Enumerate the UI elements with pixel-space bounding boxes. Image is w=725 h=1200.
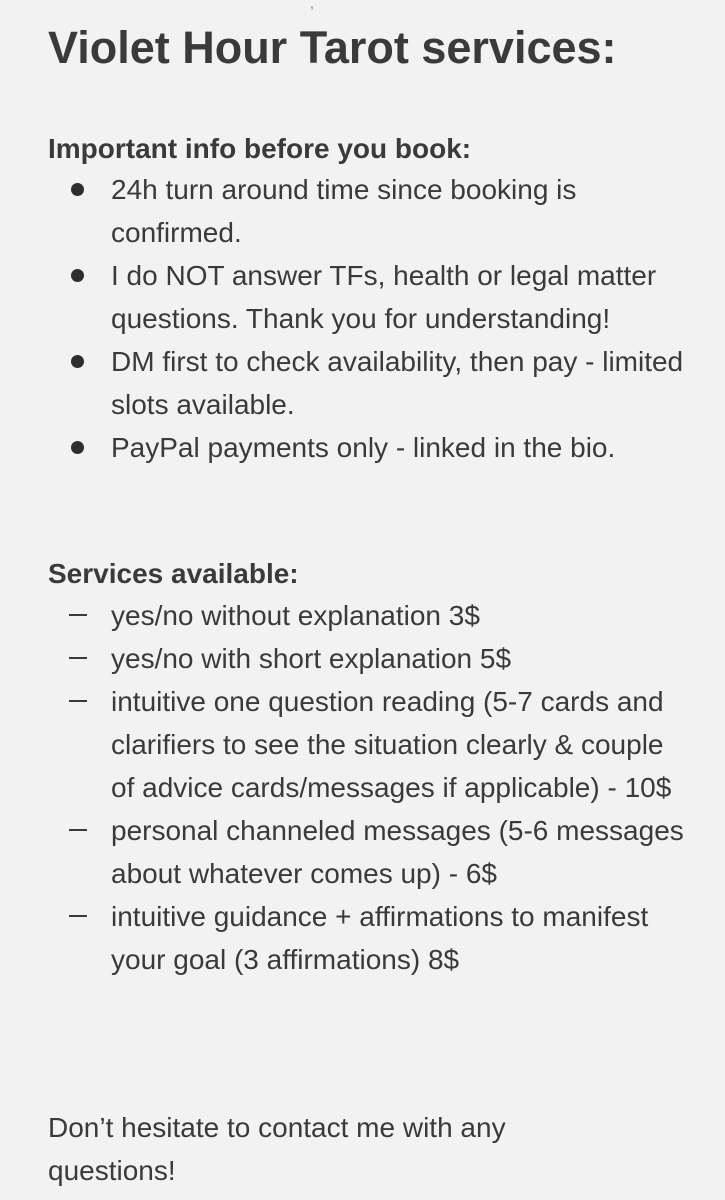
dash-icon — [69, 915, 87, 917]
bullet-icon — [71, 269, 84, 282]
services-list — [48, 594, 688, 981]
service-item — [48, 594, 688, 637]
info-item — [48, 340, 688, 426]
cropped-text-fragment: , — [310, 0, 314, 11]
important-info-list — [48, 168, 688, 469]
page-title: Violet Hour Tarot services: — [48, 22, 617, 73]
bullet-icon — [71, 355, 84, 368]
closing-message: Don’t hesitate to contact me with any questions! — [48, 1112, 506, 1186]
bullet-icon — [71, 441, 84, 454]
services-heading: Services available: — [48, 558, 299, 589]
info-item-text: PayPal payments only - linked in the bio. — [111, 432, 616, 463]
info-item — [48, 168, 688, 254]
dash-icon — [69, 614, 87, 616]
info-item-text: 24h turn around time since booking is confirmed. — [111, 174, 577, 248]
service-item — [48, 680, 688, 809]
service-item — [48, 809, 688, 895]
service-item-text: yes/no with short explanation 5$ — [111, 643, 512, 674]
service-item-text: intuitive one question reading (5-7 cards and clarifiers to see the situation clearly & couple of advice cards/messages if applicable) - 10$ — [111, 686, 672, 803]
bullet-icon — [71, 183, 84, 196]
dash-icon — [69, 700, 87, 702]
info-item-text: DM first to check availability, then pay - limited slots available. — [111, 346, 684, 420]
service-item-text: yes/no without explanation 3$ — [111, 600, 480, 631]
service-item — [48, 895, 688, 981]
service-item-text: intuitive guidance + affirmations to manifest your goal (3 affirmations) 8$ — [111, 901, 649, 975]
service-item — [48, 637, 688, 680]
important-info-heading: Important info before you book: — [48, 133, 472, 164]
service-item-text: personal channeled messages (5-6 messages about whatever comes up) - 6$ — [111, 815, 684, 889]
info-item — [48, 254, 688, 340]
info-item-text: I do NOT answer TFs, health or legal matter questions. Thank you for understanding! — [111, 260, 657, 334]
dash-icon — [69, 657, 87, 659]
info-item — [48, 426, 688, 469]
dash-icon — [69, 829, 87, 831]
